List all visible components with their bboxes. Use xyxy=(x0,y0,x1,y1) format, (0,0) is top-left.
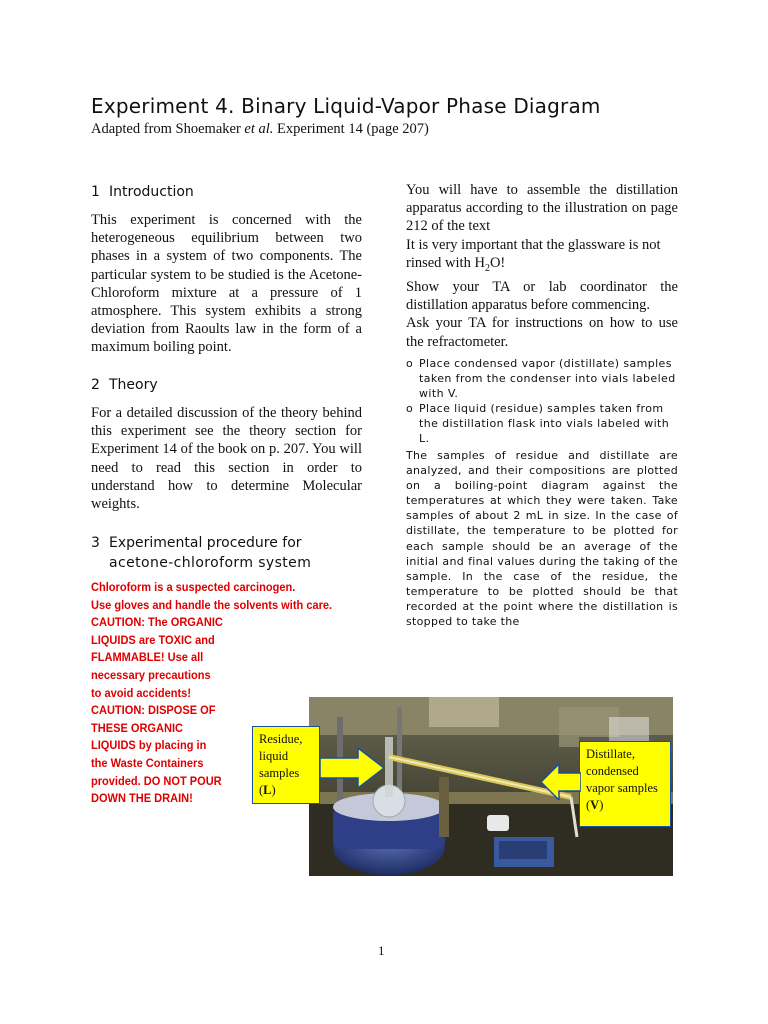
page-subtitle xyxy=(91,121,429,138)
rinse-warning xyxy=(406,236,678,278)
caution-line: CAUTION: DISPOSE OF xyxy=(91,703,216,718)
caution-line: DOWN THE DRAIN! xyxy=(91,791,193,806)
caution-line: FLAMMABLE! Use all xyxy=(91,650,204,665)
callout-line: samples xyxy=(259,766,300,780)
rinse-suffix: O! xyxy=(489,254,506,271)
section-title: Theory xyxy=(109,377,158,393)
section-heading-introduction xyxy=(91,184,194,200)
distillate-callout xyxy=(579,741,671,827)
section-number: 3 xyxy=(91,535,100,551)
samples-paragraph: The samples of residue and distillate are analyzed, and their compositions are plotted on a boiling-point diagram against the temperatures at which they were taken. Take samples of about 2 mL in size. In the case of distillate, the temperature to be plotted for each sample should be an average of the initial and final values during the taking of the sample. In the case of the residue, the temperature to be plotted should be that recorded at the point where the distillation is stopped to take the xyxy=(406,449,678,629)
callout-line: condensed xyxy=(586,764,639,778)
theory-paragraph: For a detailed discussion of the theory behind this experiment see the theory section for Experiment 14 of the book on p. 207. You will need to read this section in order to understand how to determine Molecular weights. xyxy=(91,405,362,513)
caution-line: Use gloves and handle the solvents with care. xyxy=(91,597,333,612)
distillate-code: V xyxy=(590,798,600,812)
page-number: 1 xyxy=(378,943,385,958)
section-title-line1: Experimental procedure for xyxy=(109,535,302,551)
subtitle-prefix: Adapted from Shoemaker xyxy=(91,121,245,137)
caution-line: to avoid accidents! xyxy=(91,685,192,700)
caution-line: LIQUIDS by placing in xyxy=(91,738,207,753)
callout-line: Distillate, xyxy=(586,747,635,761)
assemble-instruction: You will have to assemble the distillation apparatus according to the illustration on page 212 of the text xyxy=(406,182,678,235)
ask-ta-instruction: Ask your TA for instructions on how to use the refractometer. xyxy=(406,315,678,350)
introduction-paragraph: This experiment is concerned with the heterogeneous equilibrium between two phases in a system of two components. The particular system to be studied is the Acetone-Chloroform mixture at a pressure of 1 atmosphere. This system exhibits a strong deviation from Raoults law in the form of a maximum boiling point. xyxy=(91,212,362,356)
list-item xyxy=(406,356,678,401)
procedure-instructions xyxy=(406,181,678,351)
residue-callout xyxy=(252,726,320,804)
section-heading-procedure xyxy=(91,533,311,573)
caution-line: necessary precautions xyxy=(91,667,211,682)
list-item xyxy=(406,401,678,446)
callout-line: Residue, xyxy=(259,732,303,746)
caution-line: Chloroform is a suspected carcinogen. xyxy=(91,580,296,594)
bullet-text: Place condensed vapor (distillate) samples taken from the condenser into vials labeled with V. xyxy=(419,357,676,400)
residue-code: L xyxy=(263,783,272,797)
show-ta-instruction: Show your TA or lab coordinator the distillation apparatus before commencing. xyxy=(406,278,678,314)
section-title-line2: acetone-chloroform system xyxy=(109,555,312,571)
callout-line: vapor samples xyxy=(586,781,658,795)
residue-arrow-icon xyxy=(320,748,384,788)
section-number: 2 xyxy=(91,377,100,393)
caution-line: CAUTION: The ORGANIC xyxy=(91,615,223,630)
sample-bullet-list xyxy=(406,356,678,446)
section-title: Introduction xyxy=(109,184,194,200)
callout-code-line: (V) xyxy=(586,798,604,812)
bullet-mark: o xyxy=(406,357,414,370)
callout-line: liquid xyxy=(259,749,289,763)
caution-line: provided. DO NOT POUR xyxy=(91,773,222,788)
page-title: Experiment 4. Binary Liquid-Vapor Phase Diagram xyxy=(91,94,601,118)
section-number: 1 xyxy=(91,184,100,200)
rinse-text: It is very important that the glassware is not rinsed with H xyxy=(406,236,661,271)
caution-line: LIQUIDS are TOXIC and xyxy=(91,632,215,647)
callout-code-line: (L) xyxy=(259,783,276,797)
subtitle-italic: et al. xyxy=(244,121,274,137)
distillate-arrow-icon xyxy=(541,764,581,800)
rinse-subscript: 2 xyxy=(484,262,490,274)
bullet-text: Place liquid (residue) samples taken from the distillation flask into vials labeled with L. xyxy=(419,402,670,445)
bullet-mark: o xyxy=(406,402,414,415)
subtitle-suffix: Experiment 14 (page 207) xyxy=(273,121,429,137)
caution-line: THESE ORGANIC xyxy=(91,720,184,735)
caution-line: the Waste Containers xyxy=(91,755,204,770)
section-heading-theory xyxy=(91,377,158,393)
